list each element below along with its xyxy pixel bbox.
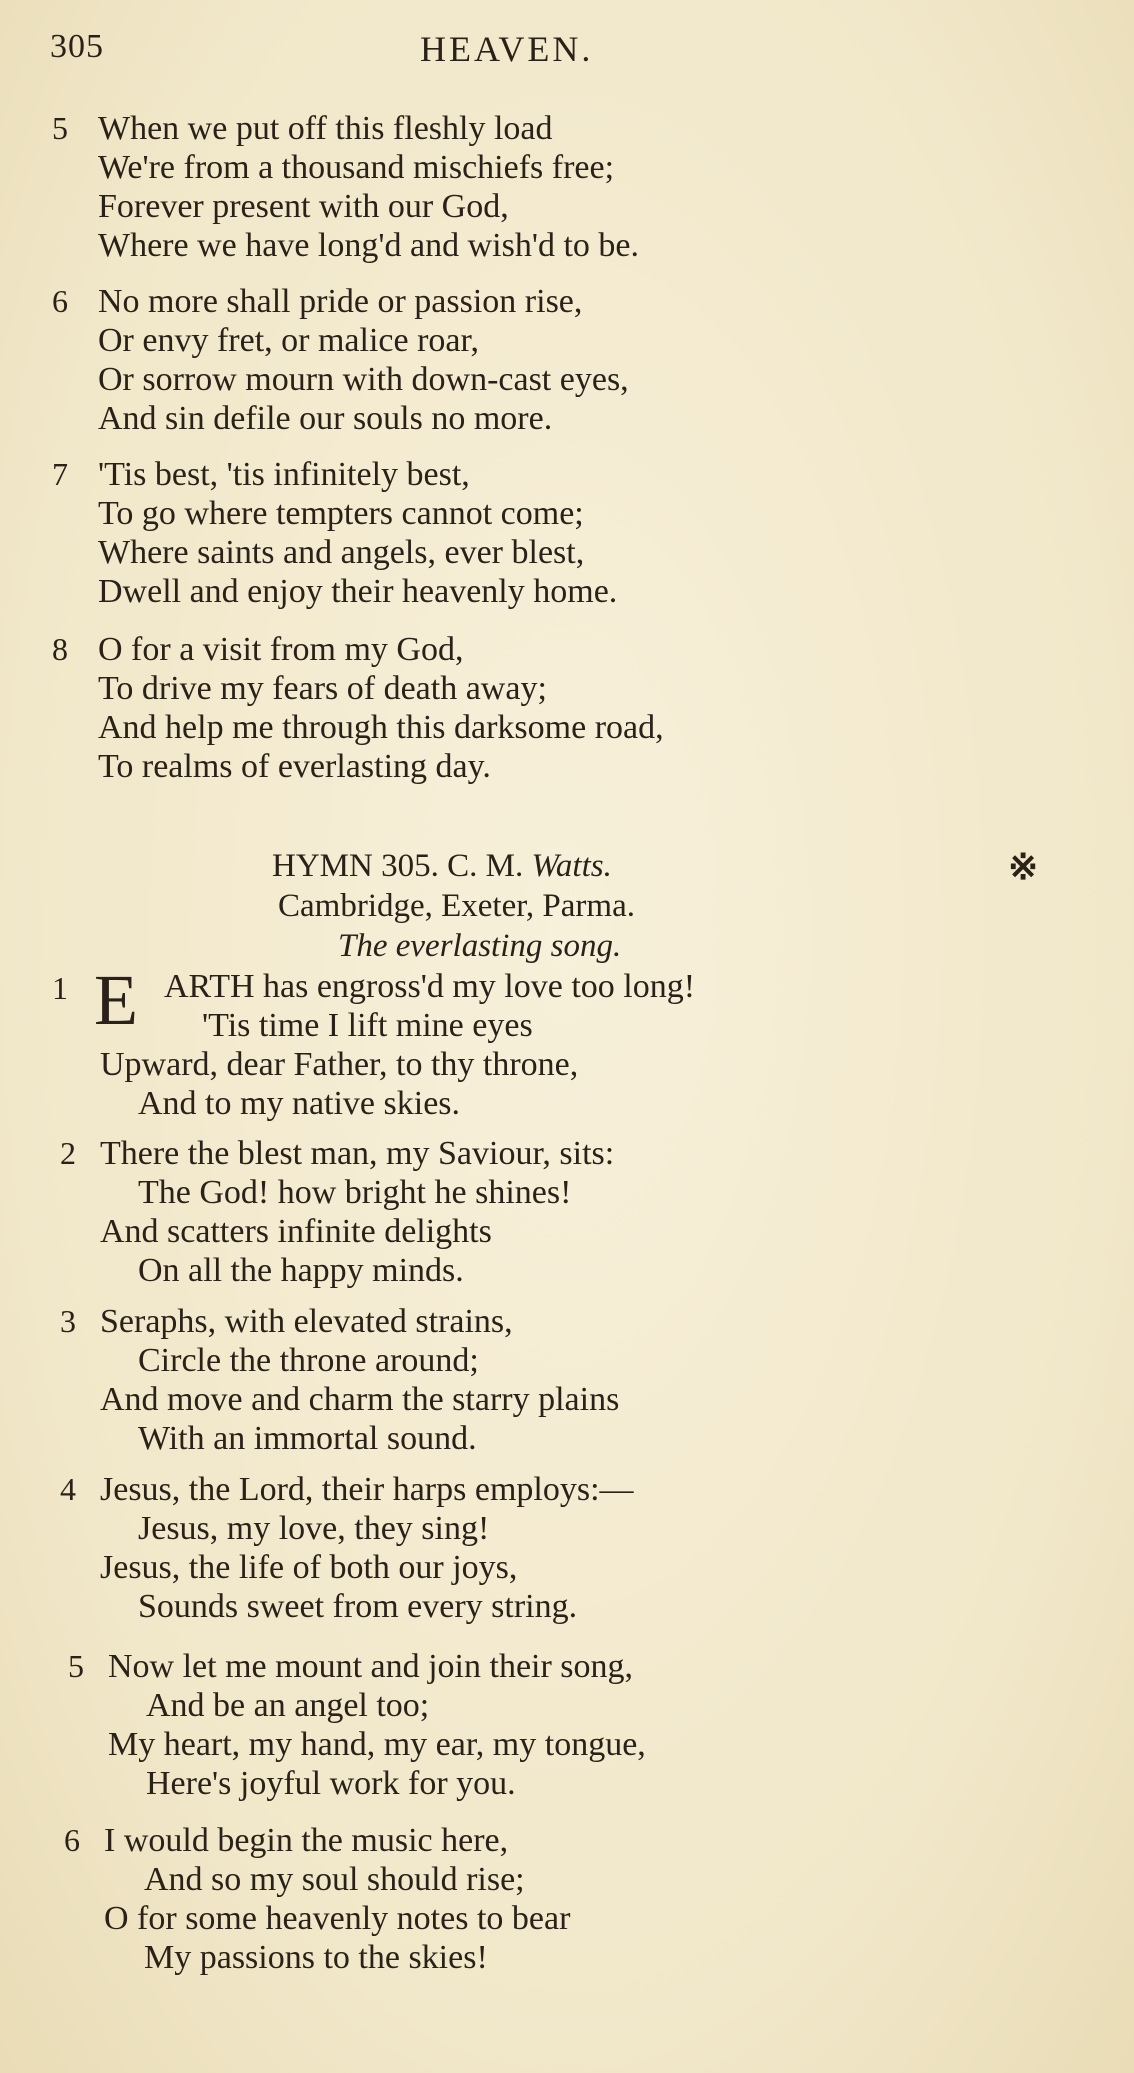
hymn-title bbox=[272, 848, 612, 885]
verse-line: My heart, my hand, my ear, my tongue, bbox=[108, 1726, 646, 1763]
verse-line: Seraphs, with elevated strains, bbox=[100, 1303, 513, 1340]
verse-line: There the blest man, my Saviour, sits: bbox=[100, 1135, 615, 1172]
verse-line: We're from a thousand mischiefs free; bbox=[98, 149, 615, 186]
verse-line: 'Tis best, 'tis infinitely best, bbox=[98, 456, 470, 493]
verse-line: And help me through this darksome road, bbox=[98, 709, 664, 746]
verse-number: 2 bbox=[60, 1135, 76, 1171]
verse-number: 7 bbox=[52, 456, 68, 492]
page-header bbox=[0, 22, 1134, 72]
hymn-tunes: Cambridge, Exeter, Parma. bbox=[278, 888, 635, 924]
hymn-subtitle: The everlasting song. bbox=[338, 928, 622, 964]
verse-line: The God! how bright he shines! bbox=[138, 1174, 572, 1211]
verse-line: And be an angel too; bbox=[146, 1687, 430, 1724]
hymn-number-meter: HYMN 305. C. M. bbox=[272, 848, 524, 884]
verse-number: 1 bbox=[52, 970, 68, 1006]
verse-number: 8 bbox=[52, 631, 68, 667]
verse-line: To realms of everlasting day. bbox=[98, 748, 491, 785]
running-title: HEAVEN. bbox=[420, 29, 594, 69]
verse-line: Jesus, the life of both our joys, bbox=[100, 1549, 518, 1586]
verse-line: 'Tis time I lift mine eyes bbox=[202, 1007, 533, 1044]
verse-line: And to my native skies. bbox=[138, 1085, 461, 1122]
page-number: 305 bbox=[50, 28, 104, 65]
hymn-author: Watts. bbox=[531, 848, 612, 884]
verse-line: ARTH has engross'd my love too long! bbox=[164, 968, 696, 1005]
verse-number: 6 bbox=[52, 283, 68, 319]
verse-number: 6 bbox=[64, 1822, 80, 1858]
verse-number: 5 bbox=[52, 110, 68, 146]
verse-line: When we put off this fleshly load bbox=[98, 110, 553, 147]
verse-line: Where we have long'd and wish'd to be. bbox=[98, 227, 639, 264]
verse-line: Or envy fret, or malice roar, bbox=[98, 322, 479, 359]
verse-line: Sounds sweet from every string. bbox=[138, 1588, 578, 1625]
verse-line: Dwell and enjoy their heavenly home. bbox=[98, 573, 618, 610]
verse-line: To drive my fears of death away; bbox=[98, 670, 547, 707]
verse-line: And so my soul should rise; bbox=[144, 1861, 525, 1898]
verse-number: 4 bbox=[60, 1471, 76, 1507]
asterism-icon: ※ bbox=[1008, 847, 1039, 887]
drop-cap: E bbox=[94, 960, 138, 1040]
verse-line: With an immortal sound. bbox=[138, 1420, 477, 1457]
verse-line: O for some heavenly notes to bear bbox=[104, 1900, 571, 1937]
verse-line: On all the happy minds. bbox=[138, 1252, 464, 1289]
verse-line: Jesus, my love, they sing! bbox=[138, 1510, 490, 1547]
verse-line: Forever present with our God, bbox=[98, 188, 509, 225]
verse-line: Here's joyful work for you. bbox=[146, 1765, 516, 1802]
verse-line: Where saints and angels, ever blest, bbox=[98, 534, 585, 571]
verse-number: 3 bbox=[60, 1303, 76, 1339]
verse-number: 5 bbox=[68, 1648, 84, 1684]
verse-line: O for a visit from my God, bbox=[98, 631, 464, 668]
verse-line: And sin defile our souls no more. bbox=[98, 400, 553, 437]
verse-line: No more shall pride or passion rise, bbox=[98, 283, 583, 320]
verse-line: And scatters infinite delights bbox=[100, 1213, 492, 1250]
verse-line: Jesus, the Lord, their harps employs:— bbox=[100, 1471, 634, 1508]
verse-line: And move and charm the starry plains bbox=[100, 1381, 620, 1418]
verse-line: To go where tempters cannot come; bbox=[98, 495, 584, 532]
verse-line: Or sorrow mourn with down-cast eyes, bbox=[98, 361, 629, 398]
verse-line: My passions to the skies! bbox=[144, 1939, 488, 1976]
verse-line: Circle the throne around; bbox=[138, 1342, 479, 1379]
verse-line: Upward, dear Father, to thy throne, bbox=[100, 1046, 579, 1083]
verse-line: I would begin the music here, bbox=[104, 1822, 509, 1859]
verse-line: Now let me mount and join their song, bbox=[108, 1648, 634, 1685]
